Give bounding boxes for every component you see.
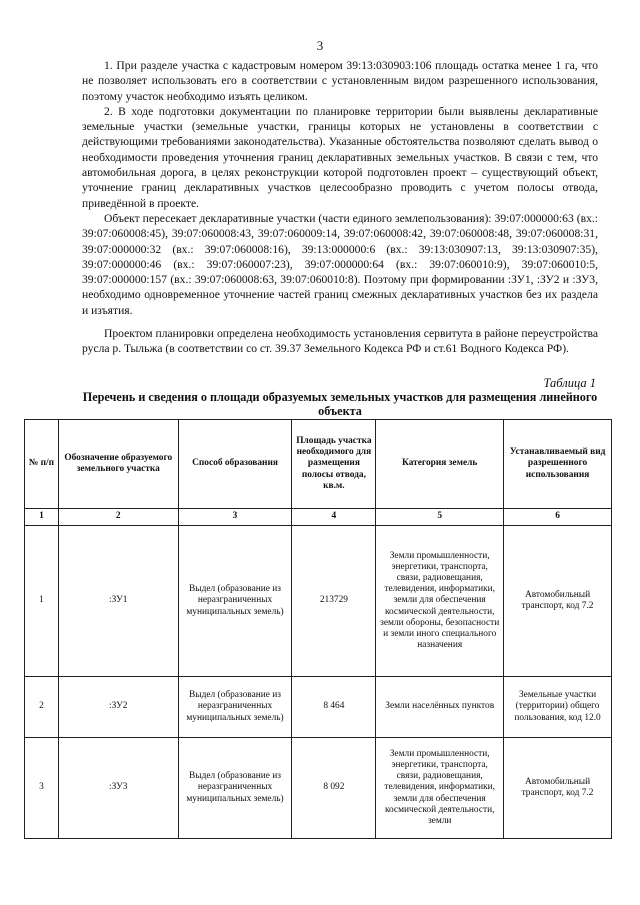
paragraph-2: 2. В ходе подготовки документации по планировке территории были выявлены декларативные земельные участки (земельные участки, границы которых не установлены в соответствии с действующими требованиями законодательства). Указанные обстоятельства позволяют сделать вывод о необходимости проведения уточнения границ декларативных земельных участков. В связи с тем, что автомобильная дорога, в целях реконструкции которой подготовлен проект – существующий объект, уточнение границ декларативных участков целесообразно проводить с учетом полосы отвода, приведённой в проекте. bbox=[82, 104, 598, 210]
table-row bbox=[25, 526, 612, 677]
paragraph-3: Объект пересекает декларативные участки (части единого землепользования): 39:07:000000:63 (вх.: 39:07:060008:45), 39:07:060008:43, 39:07:060009:14, 39:07:060008:42, 39:07:060008:48, 39:07:060008:31, 39:07:000000:32 (вх.: 39:07:060008:16), 39:13:000000:6 (вх.: 39:13:030907:13, 39:13:030907:35), 39:07:000000:46 (вх.: 39:07:060007:23), 39:07:000000:64 (вх.: 39:07:060010:9), 39:07:060010:5, 39:07:000000:157 (вх.: 39:07:060008:63, 39:07:060010:8). Поэтому при формировании :ЗУ1, :ЗУ2 и :ЗУ3, необходимо одновременное уточнение частей границ смежных декларативных участков без их раздела и изъятия. bbox=[82, 211, 598, 317]
paragraph-4: Проектом планировки определена необходимость установления сервитута в районе переустройства русла р. Тыльжа (в соответствии со ст. 39.37 Земельного Кодекса РФ и ст.61 Водного Кодекса РФ). bbox=[82, 327, 598, 356]
column-numbers-row bbox=[25, 509, 612, 526]
row-category: Земли промышленности, энергетики, транспорта, связи, радиовещания, телевидения, информатики, земли для обеспечения космической деятельности, земли обороны, безопасности и земли иного специального назначения bbox=[376, 526, 504, 677]
column-number: 1 bbox=[25, 509, 59, 526]
row-area: 8 464 bbox=[292, 677, 376, 738]
row-use: Автомобильный транспорт, код 7.2 bbox=[504, 738, 612, 839]
row-designation: :ЗУ3 bbox=[58, 738, 178, 839]
row-method: Выдел (образование из неразграниченных муниципальных земель) bbox=[178, 677, 292, 738]
row-use: Автомобильный транспорт, код 7.2 bbox=[504, 526, 612, 677]
header-method: Способ образования bbox=[178, 420, 292, 509]
header-use: Устанавливаемый вид разрешенного использования bbox=[504, 420, 612, 509]
row-num: 2 bbox=[25, 677, 59, 738]
row-designation: :ЗУ1 bbox=[58, 526, 178, 677]
column-number: 4 bbox=[292, 509, 376, 526]
column-number: 5 bbox=[376, 509, 504, 526]
table-caption: Таблица 1 bbox=[543, 376, 596, 390]
paragraph-1: 1. При разделе участка с кадастровым номером 39:13:030903:106 площадь остатка менее 1 га, что не позволяет использовать его в соответствии с установленным видом разрешенного использования, поэтому участок необходимо изъять целиком. bbox=[82, 59, 598, 103]
row-designation: :ЗУ2 bbox=[58, 677, 178, 738]
table-row bbox=[25, 677, 612, 738]
table-header-row bbox=[25, 420, 612, 509]
row-category: Земли населённых пунктов bbox=[376, 677, 504, 738]
row-use: Земельные участки (территории) общего пользования, код 12.0 bbox=[504, 677, 612, 738]
row-num: 1 bbox=[25, 526, 59, 677]
row-area: 213729 bbox=[292, 526, 376, 677]
column-number: 3 bbox=[178, 509, 292, 526]
table-row bbox=[25, 738, 612, 839]
column-number: 6 bbox=[504, 509, 612, 526]
row-method: Выдел (образование из неразграниченных муниципальных земель) bbox=[178, 526, 292, 677]
page-number: 3 bbox=[316, 38, 324, 53]
land-plots-table bbox=[24, 419, 612, 839]
row-num: 3 bbox=[25, 738, 59, 839]
header-area: Площадь участка необходимого для размещения полосы отвода, кв.м. bbox=[292, 420, 376, 509]
header-num: № п/п bbox=[25, 420, 59, 509]
row-category: Земли промышленности, энергетики, транспорта, связи, радиовещания, телевидения, информатики, земли для обеспечения космической деятельности, земли bbox=[376, 738, 504, 839]
column-number: 2 bbox=[58, 509, 178, 526]
body-text bbox=[82, 58, 598, 357]
header-designation: Обозначение образуемого земельного участка bbox=[58, 420, 178, 509]
row-area: 8 092 bbox=[292, 738, 376, 839]
header-category: Категория земель bbox=[376, 420, 504, 509]
table-title: Перечень и сведения о площади образуемых земельных участков для размещения линейного объекта bbox=[82, 390, 598, 418]
row-method: Выдел (образование из неразграниченных муниципальных земель) bbox=[178, 738, 292, 839]
